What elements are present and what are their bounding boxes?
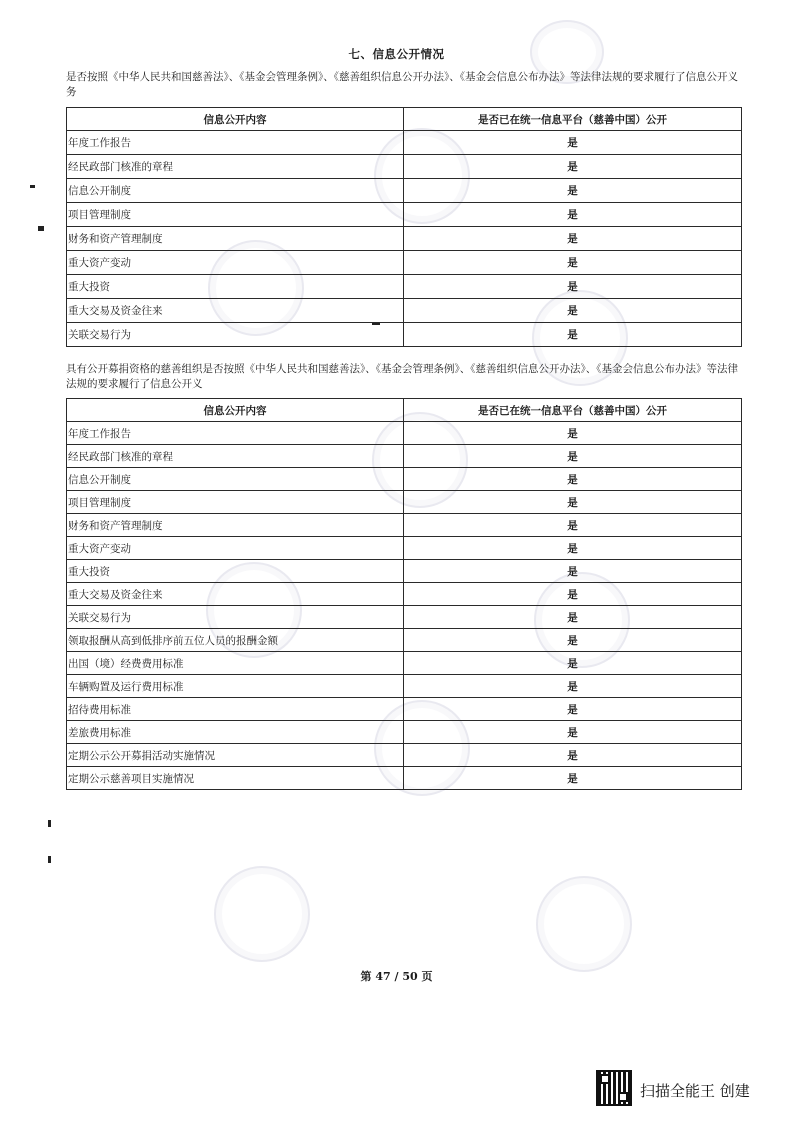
- table-row: [67, 131, 742, 155]
- item-cell: 信息公开制度: [67, 468, 404, 491]
- stamp-mark: [214, 866, 310, 962]
- column-header: 是否已在统一信息平台（慈善中国）公开: [404, 399, 742, 422]
- table-row: [67, 491, 742, 514]
- column-header: 是否已在统一信息平台（慈善中国）公开: [404, 108, 742, 131]
- table-row: [67, 721, 742, 744]
- table-row: [67, 606, 742, 629]
- qr-code-icon: [596, 1070, 632, 1106]
- table-row: [67, 468, 742, 491]
- value-cell: 是: [404, 675, 742, 698]
- item-cell: 定期公示慈善项目实施情况: [67, 767, 404, 790]
- table-row: [67, 422, 742, 445]
- column-header: 信息公开内容: [67, 399, 404, 422]
- item-cell: 关联交易行为: [67, 606, 404, 629]
- item-cell: 重大交易及资金往来: [67, 583, 404, 606]
- scan-artifact: [48, 856, 51, 863]
- value-cell: 是: [404, 131, 742, 155]
- value-cell: 是: [404, 323, 742, 347]
- value-cell: 是: [404, 583, 742, 606]
- value-cell: 是: [404, 445, 742, 468]
- item-cell: 财务和资产管理制度: [67, 227, 404, 251]
- disclosure-table-2: [66, 398, 742, 790]
- stamp-mark: [536, 876, 632, 972]
- table-row: [67, 445, 742, 468]
- value-cell: 是: [404, 227, 742, 251]
- item-cell: 重大投资: [67, 560, 404, 583]
- item-cell: 经民政部门核准的章程: [67, 155, 404, 179]
- table-row: [67, 275, 742, 299]
- item-cell: 信息公开制度: [67, 179, 404, 203]
- value-cell: 是: [404, 251, 742, 275]
- table-row: [67, 155, 742, 179]
- table-row: [67, 675, 742, 698]
- item-cell: 重大交易及资金往来: [67, 299, 404, 323]
- value-cell: 是: [404, 606, 742, 629]
- table-row: [67, 698, 742, 721]
- item-cell: 重大资产变动: [67, 251, 404, 275]
- table-row: [67, 629, 742, 652]
- value-cell: 是: [404, 179, 742, 203]
- item-cell: 年度工作报告: [67, 422, 404, 445]
- table-row: [67, 767, 742, 790]
- item-cell: 项目管理制度: [67, 203, 404, 227]
- value-cell: 是: [404, 422, 742, 445]
- table-row: [67, 227, 742, 251]
- value-cell: 是: [404, 629, 742, 652]
- table-row: [67, 179, 742, 203]
- value-cell: 是: [404, 698, 742, 721]
- value-cell: 是: [404, 468, 742, 491]
- scan-artifact: [38, 226, 44, 231]
- table-row: [67, 652, 742, 675]
- value-cell: 是: [404, 299, 742, 323]
- value-cell: 是: [404, 721, 742, 744]
- table-row: [67, 560, 742, 583]
- value-cell: 是: [404, 560, 742, 583]
- value-cell: 是: [404, 155, 742, 179]
- page-number: 第 47 / 50 页: [360, 970, 433, 983]
- item-cell: 经民政部门核准的章程: [67, 445, 404, 468]
- value-cell: 是: [404, 744, 742, 767]
- table-row: [67, 203, 742, 227]
- scan-artifact: [48, 820, 51, 827]
- item-cell: 年度工作报告: [67, 131, 404, 155]
- column-header: 信息公开内容: [67, 108, 404, 131]
- item-cell: 招待费用标准: [67, 698, 404, 721]
- item-cell: 领取报酬从高到低排序前五位人员的报酬金额: [67, 629, 404, 652]
- item-cell: 出国（境）经费费用标准: [67, 652, 404, 675]
- item-cell: 项目管理制度: [67, 491, 404, 514]
- table-row: [67, 323, 742, 347]
- value-cell: 是: [404, 275, 742, 299]
- value-cell: 是: [404, 537, 742, 560]
- scan-artifact: [30, 185, 35, 188]
- table-row: [67, 299, 742, 323]
- item-cell: 财务和资产管理制度: [67, 514, 404, 537]
- table-row: [67, 537, 742, 560]
- intro-paragraph: 是否按照《中华人民共和国慈善法》、《基金会管理条例》、《慈善组织信息公开办法》、《基金会信息公布办法》等法律法规的要求履行了信息公开义务: [66, 71, 738, 98]
- table-row: [67, 583, 742, 606]
- value-cell: 是: [404, 767, 742, 790]
- value-cell: 是: [404, 514, 742, 537]
- value-cell: 是: [404, 203, 742, 227]
- value-cell: 是: [404, 491, 742, 514]
- table-header-row: [67, 399, 742, 422]
- value-cell: 是: [404, 652, 742, 675]
- item-cell: 差旅费用标准: [67, 721, 404, 744]
- item-cell: 定期公示公开募捐活动实施情况: [67, 744, 404, 767]
- item-cell: 重大投资: [67, 275, 404, 299]
- watermark-text: 扫描全能王 创建: [640, 1082, 750, 1100]
- scanner-watermark: [596, 1070, 786, 1110]
- section-title: 七、信息公开情况: [348, 47, 445, 61]
- table-row: [67, 744, 742, 767]
- table-row: [67, 251, 742, 275]
- intro-paragraph: 具有公开募捐资格的慈善组织是否按照《中华人民共和国慈善法》、《基金会管理条例》、《慈善组织信息公开办法》、《基金会信息公布办法》等法律法规的要求履行了信息公开义: [66, 363, 738, 390]
- item-cell: 重大资产变动: [67, 537, 404, 560]
- table-row: [67, 514, 742, 537]
- item-cell: 车辆购置及运行费用标准: [67, 675, 404, 698]
- disclosure-table-1: [66, 107, 742, 347]
- item-cell: 关联交易行为: [67, 323, 404, 347]
- table-header-row: [67, 108, 742, 131]
